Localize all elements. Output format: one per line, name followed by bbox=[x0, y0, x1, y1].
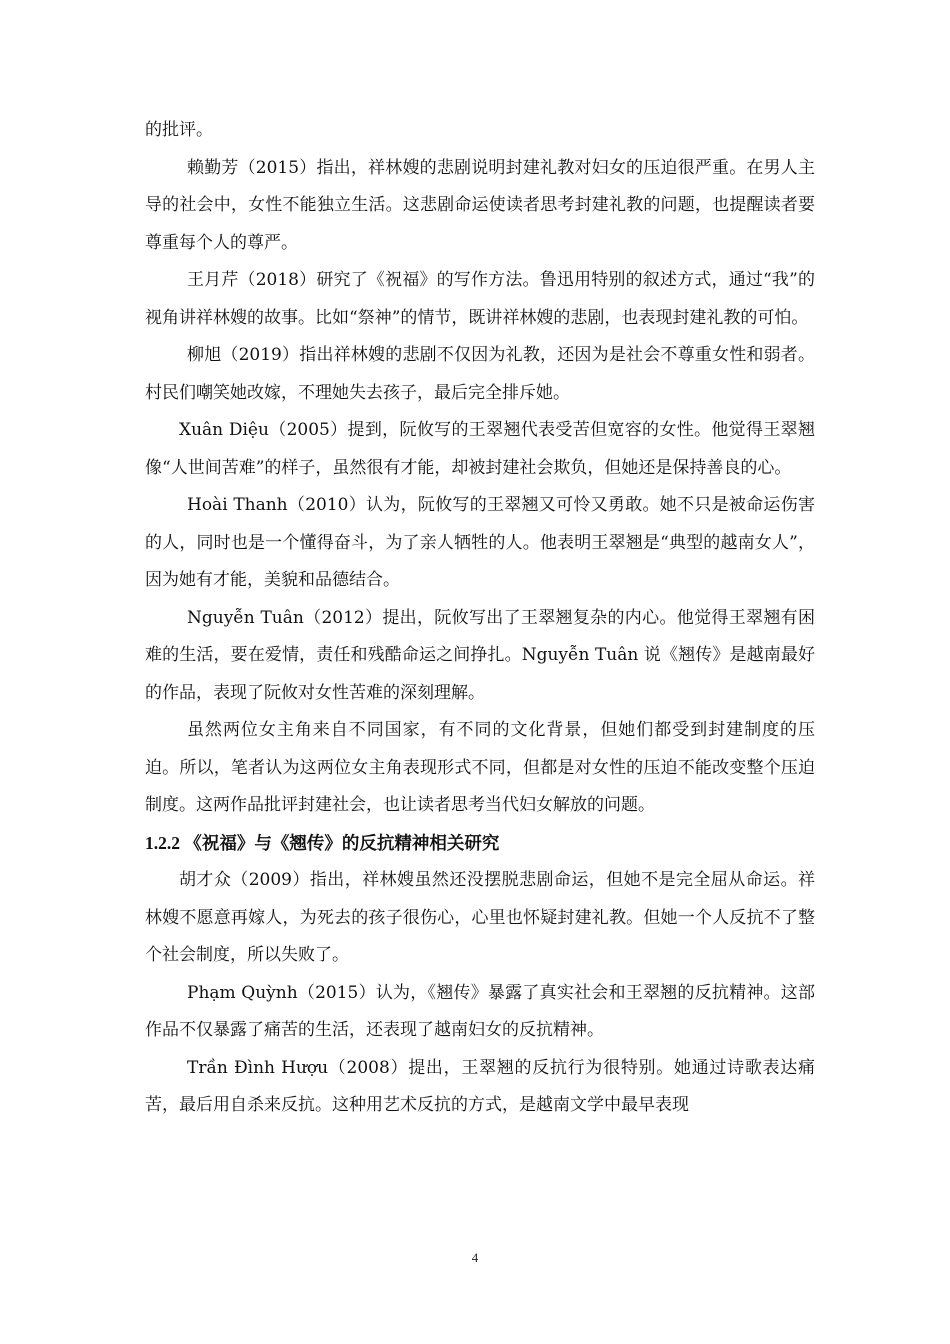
paragraph-nguyen-tuan: Nguyễn Tuân（2012）提出，阮攸写出了王翠翘复杂的内心。他觉得王翠翘有困难的生活，要在爱情，责任和残酷命运之间挣扎。Nguyễn Tuân 说《翘传》是越南最好的作品，表现了阮攸对女性苦难的深刻理解。 bbox=[145, 607, 815, 703]
paragraph-lai-qinfang: 赖勤芳（2015）指出，祥林嫂的悲剧说明封建礼教对妇女的压迫很严重。在男人主导的社会中，女性不能独立生活。这悲剧命运使读者思考封建礼教的问题，也提醒读者要尊重每个人的尊严。 bbox=[145, 157, 815, 253]
paragraph-summary: 虽然两位女主角来自不同国家，有不同的文化背景，但她们都受到封建制度的压迫。所以，笔者认为这两位女主角表现形式不同，但都是对女性的压迫不能改变整个压迫制度。这两作品批评封建社会，也让读者思考当代妇女解放的问题。 bbox=[145, 720, 815, 815]
paragraph-pham-quynh: Phạm Quỳnh（2015）认为，《翘传》暴露了真实社会和王翠翘的反抗精神。这部作品不仅暴露了痛苦的生活，还表现了越南妇女的反抗精神。 bbox=[145, 982, 815, 1040]
page-number: 4 bbox=[471, 1250, 479, 1265]
paragraph-wang-yueqin: 王月芹（2018）研究了《祝福》的写作方法。鲁迅用特别的叙述方式，通过“我”的视角讲祥林嫂的故事。比如“祭神”的情节，既讲祥林嫂的悲剧，也表现封建礼教的可怕。 bbox=[145, 270, 815, 328]
body-text bbox=[145, 112, 815, 1125]
paragraph-hu-caizhong: 胡才众（2009）指出，祥林嫂虽然还没摆脱悲剧命运，但她不是完全屈从命运。祥林嫂不愿意再嫁人，为死去的孩子很伤心，心里也怀疑封建礼教。但她一个人反抗不了整个社会制度，所以失败了。 bbox=[145, 870, 815, 965]
paragraph-continuation: 的批评。 bbox=[145, 120, 213, 140]
section-heading: 1.2.2 《祝福》与《翘传》的反抗精神相关研究 bbox=[145, 832, 500, 853]
paragraph-liu-xu: 柳旭（2019）指出祥林嫂的悲剧不仅因为礼教，还因为是社会不尊重女性和弱者。村民们嘲笑她改嫁，不理她失去孩子，最后完全排斥她。 bbox=[145, 345, 815, 403]
paragraph-xuan-dieu: Xuân Diệu（2005）提到，阮攸写的王翠翘代表受苦但宽容的女性。他觉得王翠翘像“人世间苦难”的样子，虽然很有才能，却被封建社会欺负，但她还是保持善良的心。 bbox=[145, 420, 815, 478]
paragraph-tran-dinh-huou: Trần Đình Hượu（2008）提出，王翠翘的反抗行为很特别。她通过诗歌表达痛苦，最后用自杀来反抗。这种用艺术反抗的方式，是越南文学中最早表现 bbox=[145, 1057, 815, 1115]
paragraph-hoai-thanh: Hoài Thanh（2010）认为，阮攸写的王翠翘又可怜又勇敢。她不只是被命运伤害的人，同时也是一个懂得奋斗，为了亲人牺牲的人。他表明王翠翘是“典型的越南女人”，因为她有才能，美貌和品德结合。 bbox=[145, 495, 815, 590]
